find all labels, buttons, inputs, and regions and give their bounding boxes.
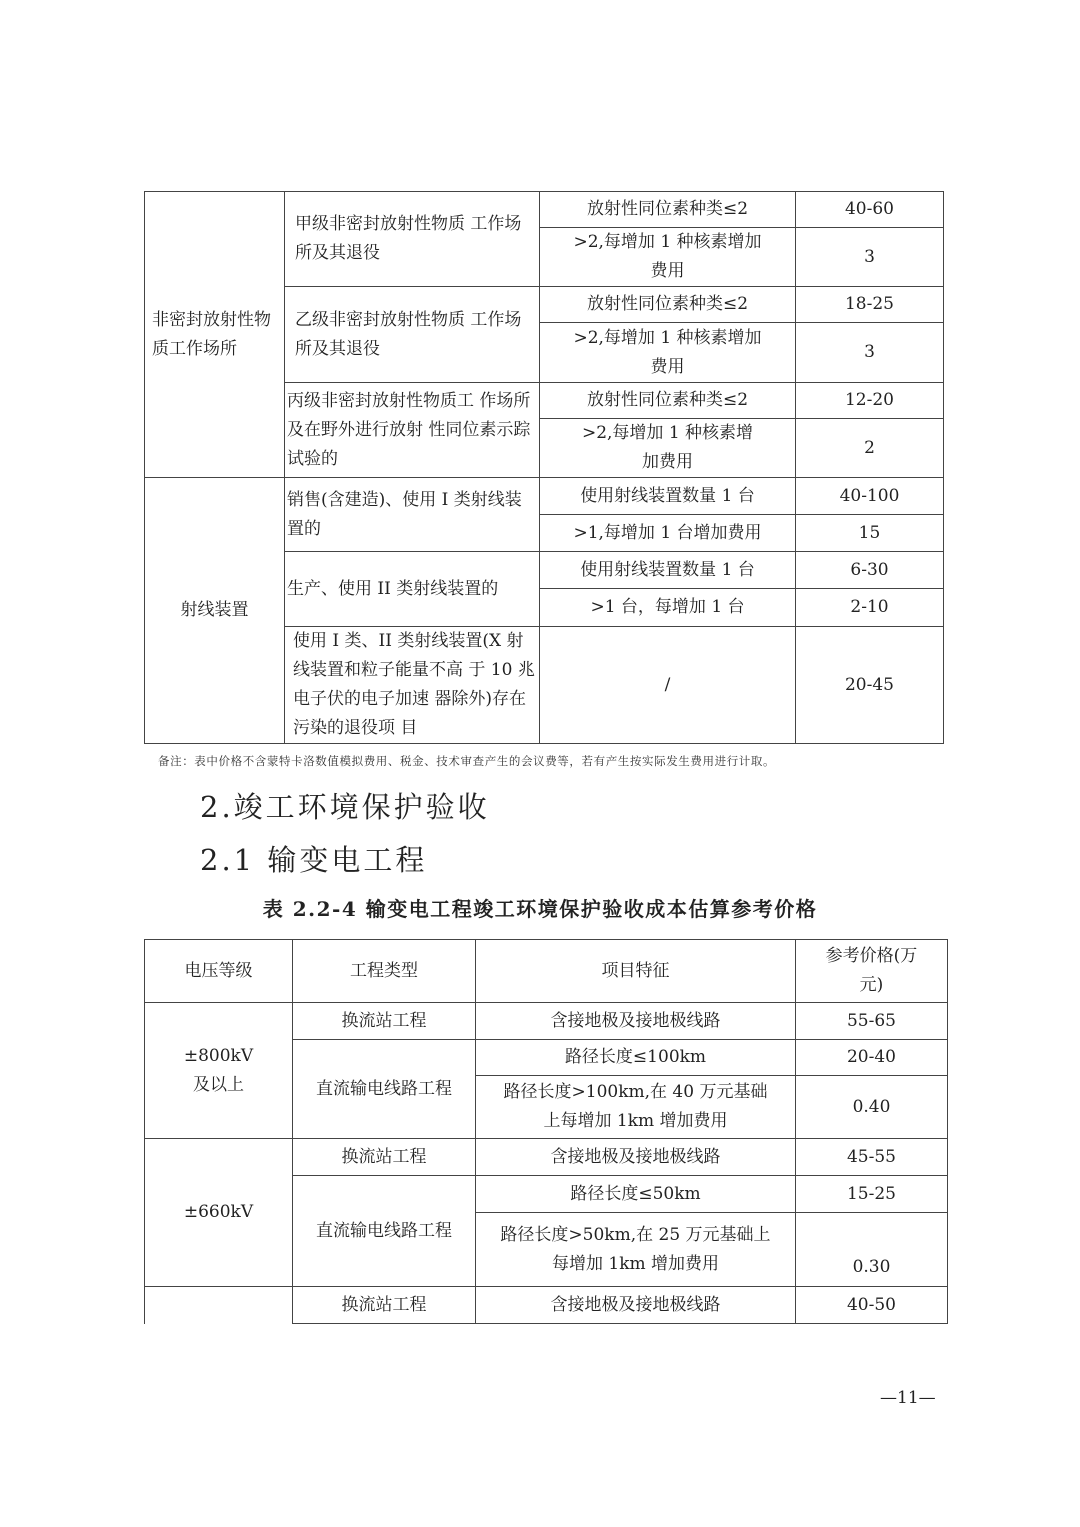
price-cell: 3: [796, 323, 944, 383]
feature-cell: >2,每增加 1 种核素增加费用: [540, 228, 796, 287]
radiation-fee-table: [144, 191, 944, 744]
feature-cell: 含接地极及接地极线路: [476, 1287, 796, 1324]
feature-cell: 放射性同位素种类≤2: [540, 383, 796, 419]
price-cell: 45-55: [796, 1139, 948, 1176]
item-name-cell: 生产、使用 II 类射线装置的: [285, 552, 540, 627]
table-note: 备注：表中价格不含蒙特卡洛数值模拟费用、税金、技术审查产生的会议费等，若有产生按实际发生费用进行计取。: [158, 754, 776, 768]
feature-cell: 路径长度≤100km: [476, 1040, 796, 1076]
price-cell: 15: [796, 515, 944, 552]
price-cell: 40-50: [796, 1287, 948, 1324]
category-cell: 射线装置: [145, 478, 285, 744]
price-cell: 3: [796, 228, 944, 287]
header-price: 参考价格(万元): [796, 940, 948, 1003]
page-number: —11—: [880, 1388, 936, 1408]
header-feature: 项目特征: [476, 940, 796, 1003]
type-cell: 直流输电线路工程: [293, 1040, 476, 1139]
feature-cell: >1,每增加 1 台增加费用: [540, 515, 796, 552]
feature-cell: 路径长度≤50km: [476, 1176, 796, 1213]
price-cell: 2-10: [796, 589, 944, 627]
price-cell: 6-30: [796, 552, 944, 589]
feature-cell: /: [540, 627, 796, 744]
type-cell: 换流站工程: [293, 1139, 476, 1176]
feature-cell: >2,每增加 1 种核素增加费用: [540, 323, 796, 383]
section-heading: 2.竣工环境保护验收: [200, 790, 490, 824]
price-cell: 20-40: [796, 1040, 948, 1076]
transmission-fee-table: [144, 939, 948, 1324]
voltage-cell: ±660kV: [145, 1139, 293, 1287]
price-cell: 0.40: [796, 1076, 948, 1139]
table-caption: 表 2.2-4 输变电工程竣工环境保护验收成本估算参考价格: [262, 897, 818, 921]
subsection-heading: 2.1 输变电工程: [200, 843, 428, 877]
feature-cell: 路径长度>100km,在 40 万元基础上每增加 1km 增加费用: [476, 1076, 796, 1139]
type-cell: 换流站工程: [293, 1003, 476, 1040]
feature-cell: 放射性同位素种类≤2: [540, 192, 796, 228]
price-cell: 18-25: [796, 287, 944, 323]
price-cell: 20-45: [796, 627, 944, 744]
header-type: 工程类型: [293, 940, 476, 1003]
price-cell: 40-60: [796, 192, 944, 228]
item-name-cell: 丙级非密封放射性物质工 作场所及在野外进行放射 性同位素示踪试验的: [285, 383, 540, 478]
feature-cell: 使用射线装置数量 1 台: [540, 478, 796, 515]
price-cell: 15-25: [796, 1176, 948, 1213]
category-cell: 非密封放射性物质工作场所: [145, 192, 285, 478]
price-cell: 0.30: [796, 1213, 948, 1287]
type-cell: 直流输电线路工程: [293, 1176, 476, 1287]
item-name-cell: 乙级非密封放射性物质 工作场所及其退役: [285, 287, 540, 383]
price-cell: 12-20: [796, 383, 944, 419]
feature-cell: 路径长度>50km,在 25 万元基础上每增加 1km 增加费用: [476, 1213, 796, 1287]
header-voltage: 电压等级: [145, 940, 293, 1003]
price-cell: 40-100: [796, 478, 944, 515]
item-name-cell: 销售(含建造)、使用 I 类射线装置的: [285, 478, 540, 552]
feature-cell: 含接地极及接地极线路: [476, 1003, 796, 1040]
voltage-cell: ±800kV 及以上: [145, 1003, 293, 1139]
voltage-cell: [145, 1287, 293, 1324]
feature-cell: 使用射线装置数量 1 台: [540, 552, 796, 589]
feature-cell: 含接地极及接地极线路: [476, 1139, 796, 1176]
item-name-cell: 甲级非密封放射性物质 工作场所及其退役: [285, 192, 540, 287]
feature-cell: >2,每增加 1 种核素增加费用: [540, 419, 796, 478]
type-cell: 换流站工程: [293, 1287, 476, 1324]
price-cell: 2: [796, 419, 944, 478]
item-name-cell: 使用 I 类、II 类射线装置(X 射线装置和粒子能量不高 于 10 兆电子伏的电子加速 器除外)存在污染的退役项 目: [285, 627, 540, 744]
feature-cell: 放射性同位素种类≤2: [540, 287, 796, 323]
feature-cell: >1 台，每增加 1 台: [540, 589, 796, 627]
price-cell: 55-65: [796, 1003, 948, 1040]
